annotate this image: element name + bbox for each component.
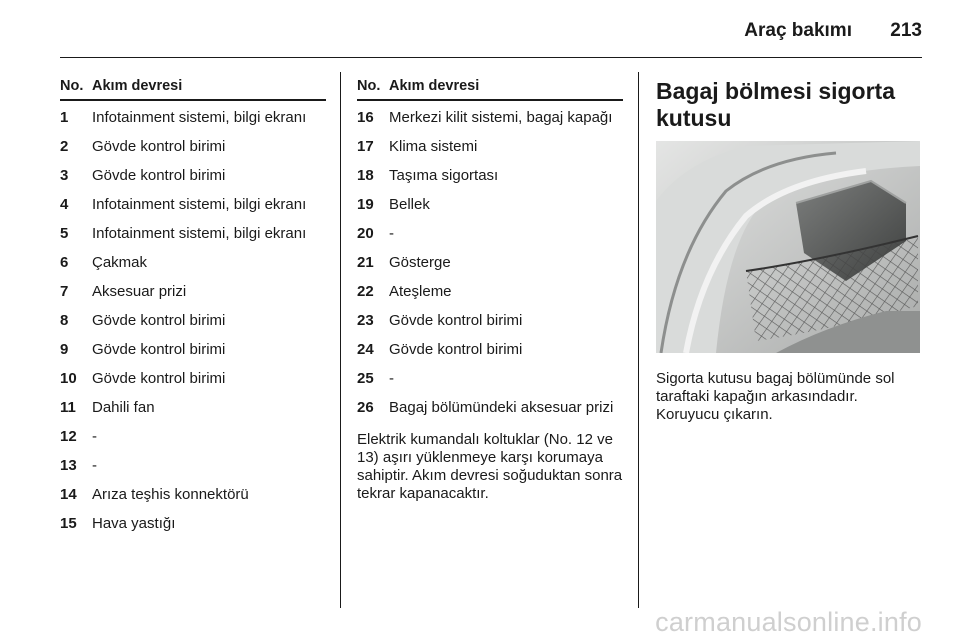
table-row [357,370,623,388]
table-row [60,428,326,446]
table-row [357,283,623,301]
circuit-name: - [92,428,97,445]
fuse-number: 7 [60,283,69,300]
circuit-name: Arıza teşhis konnektörü [92,486,249,503]
fuse-number: 1 [60,109,69,126]
table-row [60,457,326,475]
column-header-no: No. [357,78,381,94]
circuit-name: Infotainment sistemi, bilgi ekranı [92,225,307,242]
fuse-number: 25 [357,370,374,387]
fuse-table-2 [357,78,623,503]
fuse-table-1 [60,78,326,544]
circuit-name: - [389,370,394,387]
circuit-name: Ateşleme [389,283,452,300]
header-rule [60,57,922,58]
column-divider-1 [340,72,341,608]
circuit-name: Bellek [389,196,430,213]
fuse-number: 6 [60,254,69,271]
table-row [357,399,623,417]
table-body [357,109,623,417]
table-row [60,138,326,156]
fuse-number: 5 [60,225,69,242]
table-row [60,167,326,185]
table-row [60,283,326,301]
circuit-name: Klima sistemi [389,138,478,155]
circuit-name: Gösterge [389,254,451,271]
circuit-name: Gövde kontrol birimi [92,312,226,329]
circuit-name: Çakmak [92,254,148,271]
table-row [60,341,326,359]
page-header [60,14,922,50]
fuse-number: 11 [60,399,76,416]
section-title: Araç bakımı [744,20,852,41]
fuse-number: 24 [357,341,374,358]
fuse-number: 15 [60,515,77,532]
circuit-name: Gövde kontrol birimi [92,167,226,184]
table-row [60,225,326,243]
table-row [357,254,623,272]
table-row [357,109,623,127]
circuit-name: Gövde kontrol birimi [92,138,226,155]
page-number: 213 [890,20,922,41]
circuit-name: Infotainment sistemi, bilgi ekranı [92,109,307,126]
circuit-name: Hava yastığı [92,515,176,532]
table-row [60,515,326,533]
fuse-number: 8 [60,312,69,329]
fuse-number: 4 [60,196,69,213]
circuit-name: - [389,225,394,242]
table-row [357,225,623,243]
column-divider-2 [638,72,639,608]
fuse-number: 10 [60,370,77,387]
fuse-number: 3 [60,167,69,184]
fuse-number: 23 [357,312,374,329]
circuit-name: Gövde kontrol birimi [92,341,226,358]
circuit-name: Gövde kontrol birimi [389,341,523,358]
fuse-number: 22 [357,283,374,300]
power-seat-note: Elektrik kumandalı koltuklar (No. 12 ve 13) aşırı yüklenmeye karşı korumaya sahiptir. Akım devresi soğuduktan sonra tekrar kapanacaktır. [357,431,623,502]
circuit-name: Bagaj bölümündeki aksesuar prizi [389,399,614,416]
fuse-number: 19 [357,196,374,213]
trunk-fuse-box-photo [656,141,920,353]
circuit-name: Gövde kontrol birimi [92,370,226,387]
section-heading: Bagaj bölmesi sigorta kutusu [656,78,896,131]
circuit-name: Aksesuar prizi [92,283,187,300]
circuit-name: Infotainment sistemi, bilgi ekranı [92,196,307,213]
table-header [60,78,326,101]
table-row [357,138,623,156]
watermark: carmanualsonline.info [655,607,922,637]
circuit-name: Merkezi kilit sistemi, bagaj kapağı [389,109,613,126]
table-row [60,312,326,330]
circuit-name: - [92,457,97,474]
table-row [357,341,623,359]
fuse-number: 12 [60,428,77,445]
column-header-circuit: Akım devresi [389,78,480,94]
table-row [60,486,326,504]
fuse-number: 26 [357,399,374,416]
table-row [357,196,623,214]
fuse-number: 18 [357,167,374,184]
table-row [60,370,326,388]
circuit-name: Gövde kontrol birimi [389,312,523,329]
table-row [357,312,623,330]
fuse-number: 21 [357,254,374,271]
table-row [60,196,326,214]
fuse-number: 13 [60,457,77,474]
fuse-number: 16 [357,109,374,126]
column-header-circuit: Akım devresi [92,78,183,94]
table-header [357,78,623,101]
fuse-number: 14 [60,486,77,503]
circuit-name: Dahili fan [92,399,155,416]
table-row [60,109,326,127]
fuse-number: 20 [357,225,374,242]
table-row [60,254,326,272]
table-body [60,109,326,533]
fuse-number: 9 [60,341,69,358]
circuit-name: Taşıma sigortası [389,167,499,184]
fuse-number: 17 [357,138,374,155]
table-row [357,167,623,185]
fuse-box-location-text: Sigorta kutusu bagaj bölümünde sol taraftaki kapağın arkasındadır. Koruyucu çıkarın. [656,370,895,423]
trunk-fuse-box-section [656,78,922,424]
fuse-number: 2 [60,138,69,155]
column-header-no: No. [60,78,84,94]
table-row [60,399,326,417]
